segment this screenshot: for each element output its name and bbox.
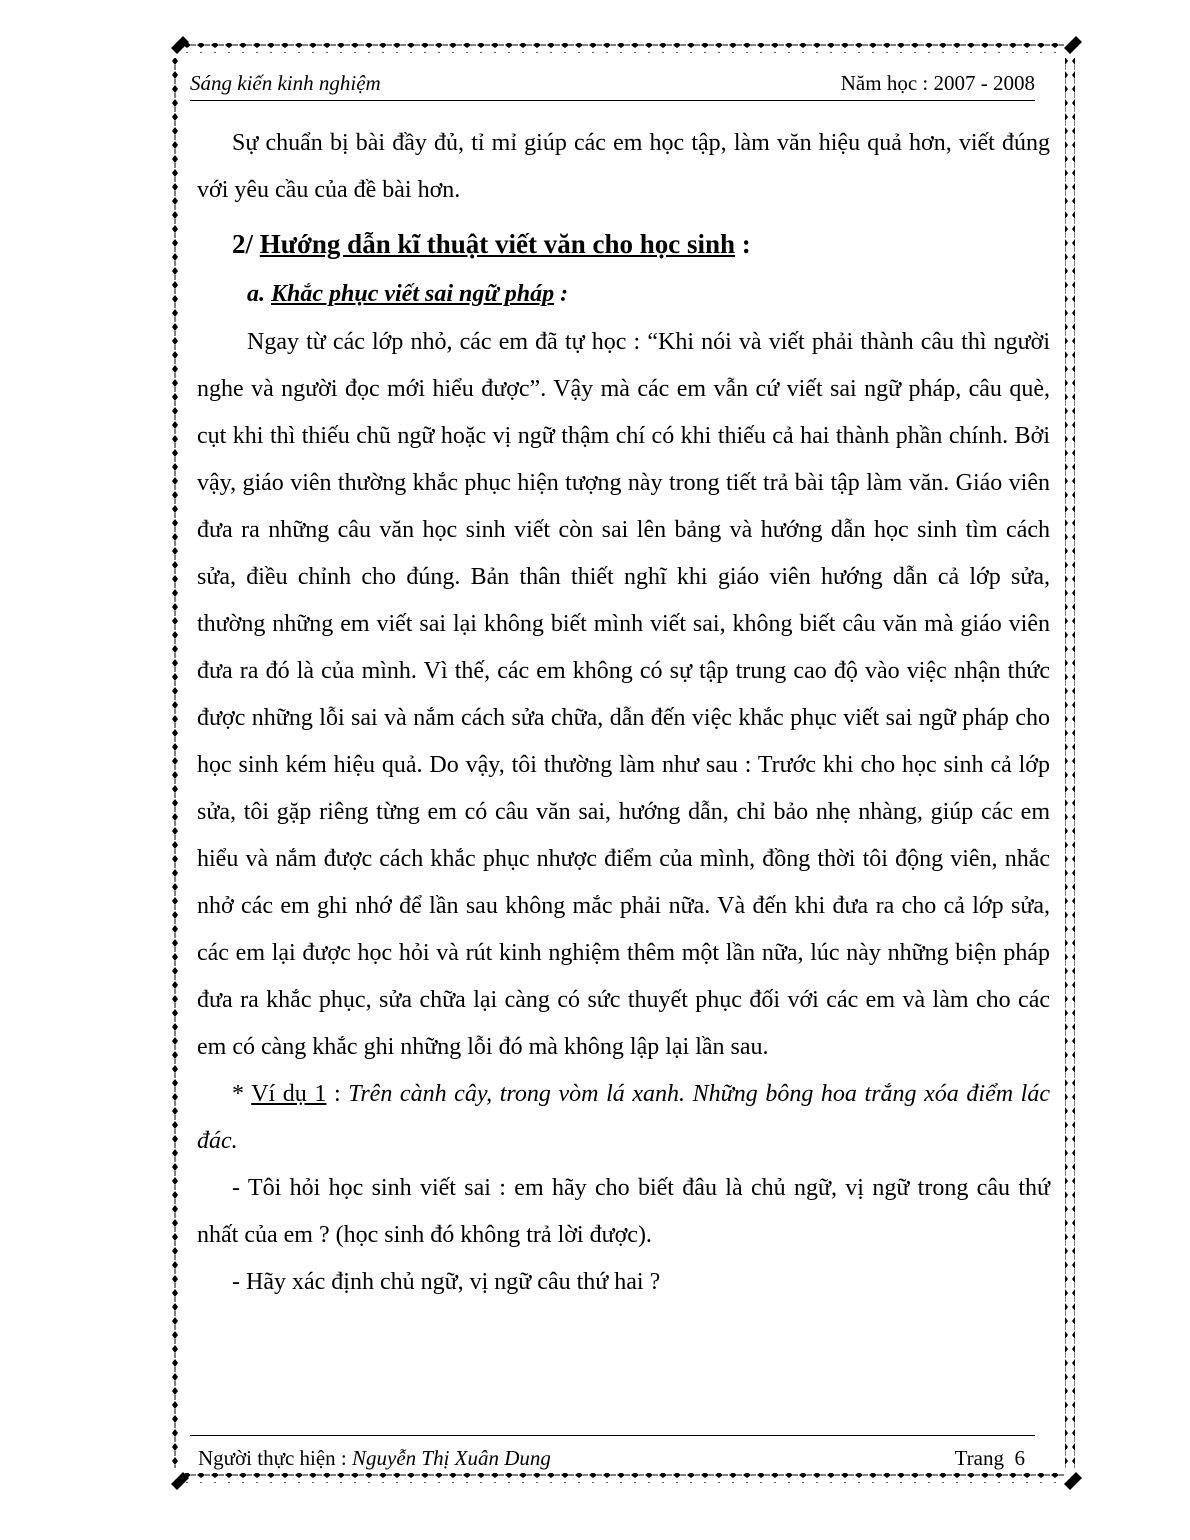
section-colon: : xyxy=(741,229,751,259)
footer-page-number: 6 xyxy=(1014,1446,1025,1470)
example-star: * xyxy=(232,1081,244,1107)
page-header xyxy=(190,70,1035,101)
subsection-prefix: a. xyxy=(247,281,265,307)
subsection-heading xyxy=(197,269,1050,319)
footer-author-name: Nguyễn Thị Xuân Dung xyxy=(352,1446,551,1470)
intro-paragraph: Sự chuẩn bị bài đầy đủ, tỉ mỉ giúp các em học tập, làm văn hiệu quả hơn, viết đúng với yêu cầu của đề bài hơn. xyxy=(197,130,1050,203)
section-heading xyxy=(197,219,1050,269)
example-paragraph xyxy=(197,1071,1050,1165)
footer-author-label: Người thực hiện : xyxy=(198,1446,347,1470)
section-number: 2/ xyxy=(232,229,254,259)
footer-author xyxy=(198,1446,551,1471)
footer-page xyxy=(955,1446,1025,1471)
question-one: - Tôi hỏi học sinh viết sai : em hãy cho biết đâu là chủ ngữ, vị ngữ trong câu thứ nhất của em ? (học sinh đó không trả lời được). xyxy=(197,1175,1050,1248)
subsection-title: Khắc phục viết sai ngữ pháp xyxy=(271,281,555,307)
main-paragraph: Ngay từ các lớp nhỏ, các em đã tự học : “Khi nói và viết phải thành câu thì người nghe và người đọc mới hiểu được”. Vậy mà các em vẫn cứ viết sai ngữ pháp, câu què, cụt khi thì thiếu chũ ngữ hoặc vị ngữ thậm chí có khi thiếu cả hai thành phần chính. Bởi vậy, giáo viên thường khắc phục hiện tượng này trong tiết trả bài tập làm văn. Giáo viên đưa ra những câu văn học sinh viết còn sai lên bảng và hướng dẫn học sinh tìm cách sửa, điều chỉnh cho đúng. Bản thân thiết nghĩ khi giáo viên hướng dẫn cả lớp sửa, thường những em viết sai lại không biết mình viết sai, không biết câu văn mà giáo viên đưa ra đó là của mình. Vì thế, các em không có sự tập trung cao độ vào việc nhận thức được những lỗi sai và nắm cách sửa chữa, dẫn đến việc khắc phục viết sai ngữ pháp cho học sinh kém hiệu quả. Do vậy, tôi thường làm như sau : Trước khi cho học sinh cả lớp sửa, tôi gặp riêng từng em có câu văn sai, hướng dẫn, chỉ bảo nhẹ nhàng, giúp các em hiểu và nắm được cách khắc phục nhược điểm của mình, đồng thời tôi động viên, nhắc nhở các em ghi nhớ để lần sau không mắc phải nữa. Và đến khi đưa ra cho cả lớp sửa, các em lại được học hỏi và rút kinh nghiệm thêm một lần nữa, lúc này những biện pháp đưa ra khắc phục, sửa chữa lại càng có sức thuyết phục đối với các em và làm cho các em có càng khắc ghi những lỗi đó mà không lập lại lần sau. xyxy=(197,329,1050,1060)
page-footer xyxy=(190,1435,1035,1476)
section-title: Hướng dẫn kĩ thuật viết văn cho học sinh xyxy=(259,229,736,259)
subsection-colon: : xyxy=(560,281,569,307)
question-two: - Hãy xác định chủ ngữ, vị ngữ câu thứ hai ? xyxy=(232,1269,661,1295)
page-content xyxy=(197,120,1050,1306)
header-document-type: Sáng kiến kinh nghiệm xyxy=(190,71,381,95)
footer-page-label: Trang xyxy=(954,1446,1004,1470)
example-separator: : xyxy=(334,1081,341,1107)
example-label: Ví dụ 1 xyxy=(251,1081,327,1107)
example-text: Trên cành cây, trong vòm lá xanh. Những bông hoa trắng xóa điểm lác đác. xyxy=(197,1081,1050,1154)
header-school-year: Năm học : 2007 - 2008 xyxy=(840,71,1035,95)
